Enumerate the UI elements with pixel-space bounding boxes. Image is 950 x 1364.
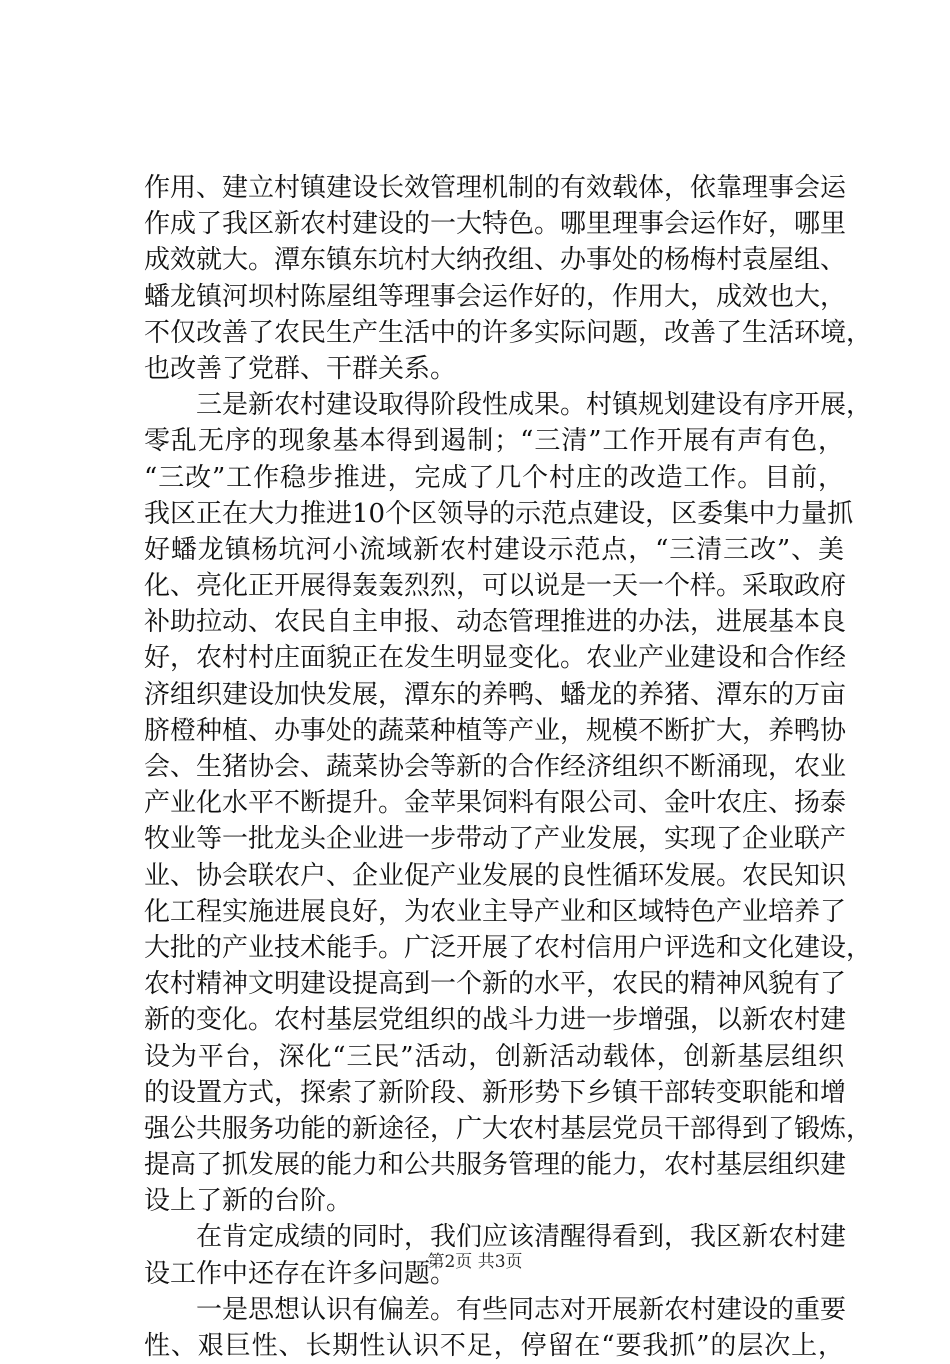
text-line: 强公共服务功能的新途径，广大农村基层党员干部得到了锻炼，	[144, 1113, 873, 1144]
text-line: 济组织建设加快发展，潭东的养鸭、蟠龙的养猪、潭东的万亩	[144, 679, 847, 710]
text-line: 作成了我区新农村建设的一大特色。哪里理事会运作好，哪里	[144, 209, 847, 240]
text-line: 也改善了党群、干群关系。	[144, 353, 457, 384]
text-line: 新的变化。农村基层党组织的战斗力进一步增强，以新农村建	[144, 1005, 847, 1036]
text-line: 不仅改善了农民生产生活中的许多实际问题，改善了生活环境，	[144, 317, 873, 348]
document-body	[144, 170, 873, 1364]
text-line: 提高了抓发展的能力和公共服务管理的能力，农村基层组织建	[144, 1150, 847, 1181]
text-line: 的设置方式，探索了新阶段、新形势下乡镇干部转变职能和增	[144, 1077, 847, 1108]
text-line: 产业化水平不断提升。金苹果饲料有限公司、金叶农庄、扬泰	[144, 788, 847, 819]
text-line: 好，农村村庄面貌正在发生明显变化。农业产业建设和合作经	[144, 643, 847, 674]
text-line: 牧业等一批龙头企业进一步带动了产业发展，实现了企业联产	[144, 824, 847, 855]
text-line: 在肯定成绩的同时，我们应该清醒得看到，我区新农村建	[144, 1222, 847, 1253]
text-line: 三是新农村建设取得阶段性成果。村镇规划建设有序开展，	[144, 390, 873, 421]
text-line: 作用、建立村镇建设长效管理机制的有效载体，依靠理事会运	[144, 173, 847, 203]
text-line: 化工程实施进展良好，为农业主导产业和区域特色产业培养了	[144, 896, 847, 927]
text-line: 业、协会联农户、企业促产业发展的良性循环发展。农民知识	[144, 860, 847, 891]
text-line: 蟠龙镇河坝村陈屋组等理事会运作好的，作用大，成效也大，	[144, 281, 847, 312]
text-line: 补助拉动、农民自主申报、动态管理推进的办法，进展基本良	[144, 607, 847, 638]
text-line: 农村精神文明建设提高到一个新的水平，农民的精神风貌有了	[144, 969, 847, 1000]
text-line: 一是思想认识有偏差。有些同志对开展新农村建设的重要	[144, 1294, 847, 1325]
page-footer: 第2页 共3页	[427, 1252, 523, 1272]
text-line: 设为平台，深化“三民”活动，创新活动载体，创新基层组织	[144, 1041, 844, 1072]
text-line: “三改”工作稳步推进，完成了几个村庄的改造工作。目前，	[144, 462, 844, 493]
text-line: 零乱无序的现象基本得到遏制；“三清”工作开展有声有色，	[144, 426, 844, 457]
text-line: 设上了新的台阶。	[144, 1186, 353, 1217]
text-line: 会、生猪协会、蔬菜协会等新的合作经济组织不断涌现，农业	[144, 752, 847, 782]
text-line: 脐橙种植、办事处的蔬菜种植等产业，规模不断扩大，养鸭协	[144, 715, 847, 746]
text-line: 成效就大。潭东镇东坑村大纳孜组、办事处的杨梅村袁屋组、	[144, 245, 847, 276]
text-line: 化、亮化正开展得轰轰烈烈，可以说是一天一个样。采取政府	[144, 571, 847, 602]
text-line: 大批的产业技术能手。广泛开展了农村信用户评选和文化建设，	[144, 932, 873, 963]
text-line: 我区正在大力推进10个区领导的示范点建设，区委集中力量抓	[144, 498, 854, 529]
text-line: 好蟠龙镇杨坑河小流域新农村建设示范点，“三清三改”、美	[144, 534, 844, 565]
text-line: 性、艰巨性、长期性认识不足，停留在“要我抓”的层次上，	[144, 1331, 844, 1361]
text-line: 设工作中还存在许多问题。	[144, 1258, 457, 1289]
